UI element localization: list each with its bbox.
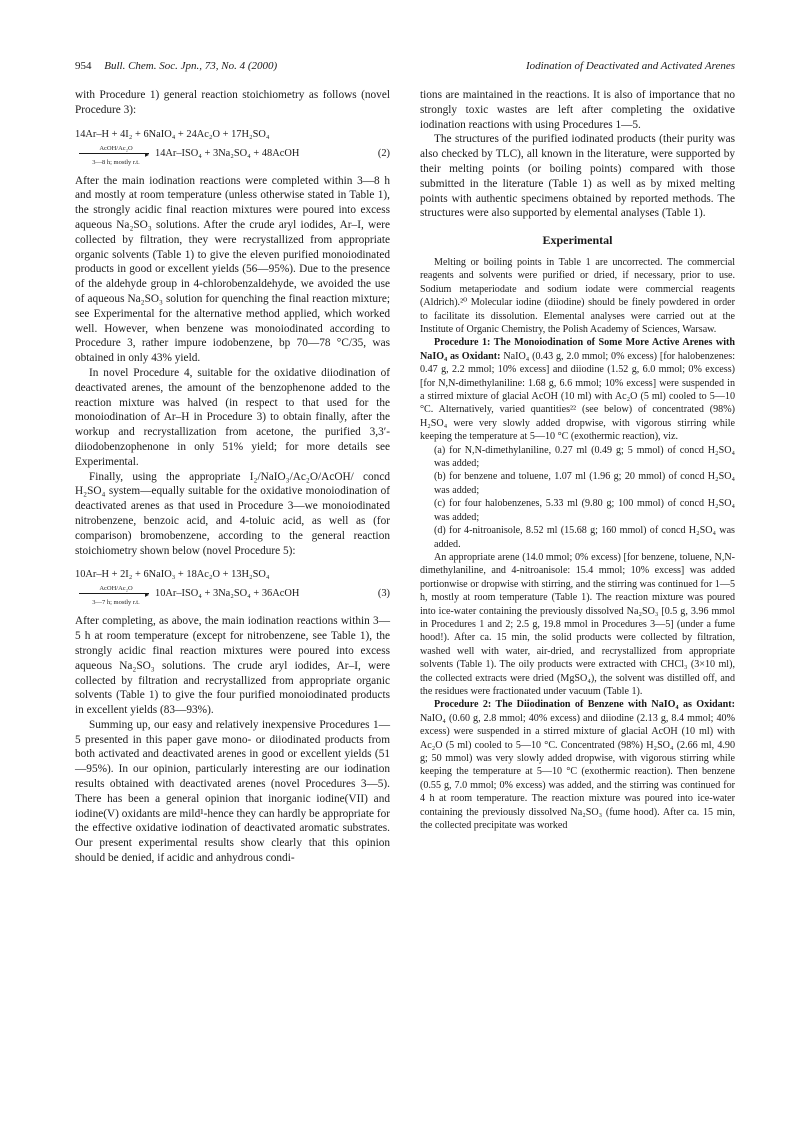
equation-rhs: 14Ar–ISO₄ + 3Na₂SO₄ + 48AcOH [155,147,300,159]
list-item: (c) for four halobenzenes, 5.33 ml (9.80 g; 100 mmol) of concd H₂SO₄ was added; [434,498,735,523]
arrow-conditions-below: 3—7 h; mostly r.t. [92,599,140,607]
arrow-conditions-below: 3—8 h; mostly r.t. [92,158,140,166]
left-column [75,88,390,866]
procedure-2 [420,698,735,832]
paragraph: An appropriate arene (14.0 mmol; 0% excess) [for benzene, toluene, N,N-dimethylaniline, and 4-nitroanisole: 15.4 mmol; 10% excess] was added portionwise or dropwise with stirring, and the stirring was continued for 1—5 h, mostly at room temperature (Table 1). The reaction mixture was poured into ice-water containing the previously dissolved Na₂SO₃ [0.5 g, 3.96 mmol in Procedures 1 and 2; 2.5 g, 19.8 mmol in Procedures 3—5] (under a fume hood!). After ca. 15 min, the solid products were collected by filtration, washed well with water, air-dried, and recrystallized from appropriate solvents (Table 1). The oily products were extracted with CHCl₃ (3×10 ml), the collected extracts were dried (MgSO₄), the solvent was distilled off, and the residues were fractionated under vacuum (Table 1). [420,551,735,697]
paragraph: After completing, as above, the main iodination reactions within 3—5 h at room temperature (except for nitrobenzene, see Table 1), the strongly acidic final reaction mixtures were poured into excess aqueous Na₂SO₃ solutions. The crude aryl iodides, Ar–I, were collected by filtration and recrystallized from appropriate organic solvents (Table 1) to give the four purified monoiodinated products in excellent yields (83—93%). [75,615,390,717]
equation-number: (3) [377,588,390,600]
paragraph: In novel Procedure 4, suitable for the oxidative diiodination of deactivated arenes, the amount of the benzophenone added to the reaction mixture was halved (in respect to that used for the monoiodination of Ar–H in Procedure 3) to obtain finally, after the workup and recrystallization from acetone, the purified 3,3′-diiodobenzophenone in only 51% yield; for more details see Experimental. [75,366,390,468]
reaction-arrow: AcOH/Ac₂O ▸ 3—7 h; mostly r.t. [77,582,155,604]
reaction-arrow: AcOH/Ac₂O ▸ 3—8 h; mostly r.t. [77,142,155,164]
paragraph: tions are maintained in the reactions. It is also of importance that no strongly toxic wastes are left after completing the oxidative iodination reactions with using Procedures 1—5. [420,89,735,131]
list-item: (a) for N,N-dimethylaniline, 0.27 ml (0.49 g; 5 mmol) of concd H₂SO₄ was added; [434,444,735,470]
paragraph: Melting or boiling points in Table 1 are uncorrected. The commercial reagents and solvents were purified or dried, if necessary, prior to use. Sodium metaperiodate and sodium iodate were commercial reagents (Aldrich).²⁰ Molecular iodine (diiodine) should be finely powdered in order to facilitate its dissolution. Elemental analyses were carried out at the Institute of Organic Chemistry, the Polish Academy of Sciences, Warsaw. [420,256,735,335]
paragraph: After the main iodination reactions were completed within 3—8 h and mostly at room temperature (unless otherwise stated in Table 1), the strongly acidic final reaction mixtures were poured into excess aqueous Na₂SO₃ solutions. After the crude aryl iodides, Ar–I, were collected by filtration, they were recrystallized from appropriate organic solvents (Table 1) to give the eleven purified monoiodinated products in good or excellent yields (56—95%). Due to the presence of the aldehyde group in 4-chlorobenzaldehyde, we avoided the use of aqueous Na₂SO₃ solution for quenching the final reaction mixture; see Experimental for the alternative method applied, which worked well. However, when benzene was monoiodinated according to Procedure 3, rather impure iodobenzene, bp 70—78 °C/35, was obtained in only 43% yield. [75,174,390,365]
procedure-title: Procedure 2: The Diiodination of Benzene with NaIO₄ as Oxidant: [434,699,735,711]
page-number: 954 [75,60,92,72]
procedure-1 [420,336,735,443]
equation-2 [75,128,390,164]
arrow-conditions-above: AcOH/Ac₂O [99,585,133,593]
page-header [75,60,735,76]
equation-lhs: 14Ar–H + 4I₂ + 6NaIO₄ + 24Ac₂O + 17H₂SO₄ [75,128,270,140]
reagent-list [420,444,735,551]
paragraph: Finally, using the appropriate I₂/NaIO₃/Ac₂O/AcOH/ concd H₂SO₄ system—equally suitable for the oxidative monoiodination of deactivated arenes as that used in Procedure 3—we monoiodinated nitrobenzene, benzoic acid, and 4-toluic acid, as well as (for comparison) bromobenzene, according to the general reaction stoichiometry shown below (novel Procedure 5): [75,470,390,557]
equation-rhs: 10Ar–ISO₄ + 3Na₂SO₄ + 36AcOH [155,588,300,600]
equation-number: (2) [377,147,390,159]
section-heading: Experimental [542,233,613,248]
procedure-title: Procedure 1: The Monoiodination of Some More Active Arenes with NaIO₄ as Oxidant: [420,337,735,362]
paragraph: The structures of the purified iodinated products (their purity was also checked by TLC), all known in the literature, were supported by their melting points (or boiling points) compared with those submitted in the literature (Table 1) as well as by mixed melting points with authentic specimens obtained by reported methods. The structures were also supported by elemental analyses (Table 1). [420,133,735,220]
procedure-body: NaIO₄ (0.43 g, 2.0 mmol; 0% excess) [for halobenzenes: 0.47 g, 2.2 mmol; 10% excess] and diiodine (1.52 g, 6.0 mmol; 0% excess) [for N,N-dimethylaniline: 1.68 g, 6.6 mmol; 10% excess] were suspended in a stirred mixture of glacial AcOH (10 ml) with Ac₂O (5 ml) cooled to 5—10 °C. Alternatively, varied quantities²² (see below) of concentrated (98%) H₂SO₄ were very slowly added dropwise, with vigorous stirring while keeping the temperature at 5—10 °C (exothermic reaction), viz. [420,350,735,443]
right-column [420,88,735,832]
paragraph: with Procedure 1) general reaction stoichiometry as follows (novel Procedure 3): [75,89,390,116]
experimental-section [420,256,735,832]
journal-citation: Bull. Chem. Soc. Jpn., 73, No. 4 (2000) [104,60,278,72]
equation-lhs: 10Ar–H + 2I₂ + 6NaIO₃ + 18Ac₂O + 13H₂SO₄ [75,569,270,581]
equation-3 [75,568,390,607]
paragraph: Summing up, our easy and relatively inexpensive Procedures 1—5 presented in this paper gave mono- or diiodinated products from both activated and deactivated arenes in good or excellent yields (51—95%). In our opinion, particularly interesting are our iodination results obtained with deactivated arenes (novel Procedures 3—5). There has been a general opinion that inorganic iodine(VII) and iodine(V) oxidants are mild¹-hence they can hardly be appropriate for the effective oxidative iodination of deactivated aromatic substrates. Our present experimental results show clearly that this opinion should be denied, if acidic and anhydrous condi- [75,718,390,865]
procedure-body: NaIO₄ (0.60 g, 2.8 mmol; 40% excess) and diiodine (2.13 g, 8.4 mmol; 40% excess) were suspended in a stirred mixture of glacial AcOH (10 ml) with Ac₂O (5 ml) cooled to 5—10 °C. Concentrated (98%) H₂SO₄ (2.66 ml, 4.90 g; 50 mmol) was very slowly added dropwise, with vigorous stirring while keeping the temperature at 5—10 °C (exothermic reaction). Then benzene (0.55 g, 7.0 mmol; 0% excess) was added, and the stirring was continued for 4 h at room temperature. The reaction mixture was poured into ice-water containing the previously dissolved Na₂SO₃ (fume hood). After ca. 15 min, the collected precipitate was worked [420,712,735,832]
arrow-conditions-above: AcOH/Ac₂O [99,144,133,152]
list-item: (b) for benzene and toluene, 1.07 ml (1.96 g; 20 mmol) of concd H₂SO₄ was added; [434,471,735,496]
running-title: Iodination of Deactivated and Activated Arenes [525,60,735,72]
list-item: (d) for 4-nitroanisole, 8.52 ml (15.68 g; 160 mmol) of concd H₂SO₄ was added. [434,525,735,550]
